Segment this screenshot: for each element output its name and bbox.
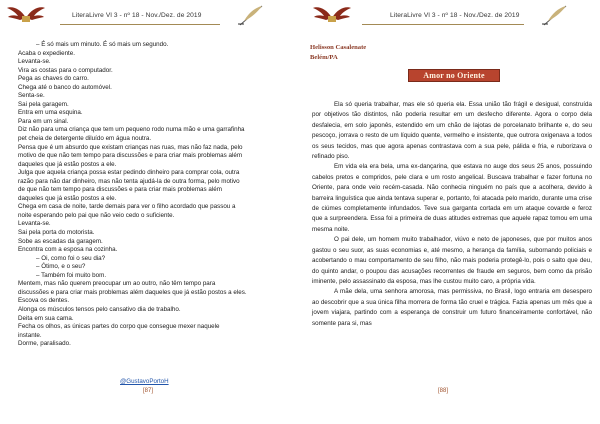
- text-line: Sai pela garagem.: [18, 100, 69, 108]
- text-line: Fecha os olhos, as únicas partes do corpo que consegue mexer naquele: [18, 323, 220, 331]
- text-line: daqueles que já estão postos a ele.: [18, 194, 117, 202]
- text-line: noite esperando pelo pai que não veio cedo o suficiente.: [18, 211, 175, 219]
- author-signature-link[interactable]: @GustavoPortoH: [120, 378, 169, 385]
- left-page-header: [0, 4, 300, 26]
- story-paragraph: O pai dele, um homem muito trabalhador, viúvo e neto de japoneses, que por muitos anos gastou o seu suor, as suas economias e, até mesmo, a herança da família, subornando policiais e acobertando o mau comportamento de seu filho, não mais poderia protegê-lo, pois o salto que deu, do quinto andar, o poupou das acusações recorrentes de fraude em seguros, bem como da prisão iminente, pelo assassinato da esposa, mas lhe custou muito caro, a própria vida.: [312, 236, 592, 285]
- text-line: de que não tem tempo para discussões e para criar mais problemas além: [18, 186, 222, 194]
- story-continuation-text: [18, 41, 283, 349]
- text-line: Alonga os músculos tensos pelo cansativo dia de trabalho.: [18, 305, 181, 313]
- text-line: – É só mais um minuto. É só mais um segundo.: [36, 41, 169, 48]
- text-line: razão para não dar dinheiro, mas não tenta ajudá-la de outra forma, pelo motivo: [18, 177, 240, 185]
- story-paragraph: A mãe dela, uma senhora amorosa, mas permissiva, no Brasil, logo entraria em desespero ao descobrir que a sua única filha morrera de forma tão cruel e trágica. Fazia apenas um mês que a jovem viajara, partindo com a esperança de construir um futuro financeiramente confortável, não somente para si, mas: [312, 288, 592, 327]
- right-page: [300, 0, 600, 424]
- text-line: Sobe as escadas da garagem.: [18, 237, 103, 245]
- text-line: Senta-se.: [18, 92, 45, 100]
- author-location: Belém/PA: [310, 54, 338, 61]
- story-paragraph: Ela só queria trabalhar, mas ele só queria ela. Essa união tão frágil e desigual, construída por objetivos tão distintos, não poderia resultar em um desfecho diferente. Agora o corpo dela desfalecia, em solo japonês, estendido em um chão de lajotas de porcelanato brilhante e, do seu pescoço, jorrava o resto de um líquido quente, vermelho e insistente, que outrora oxigenava a todos os seus tecidos, mas que agora apenas contrastava com a sua pele, pálida e fria, e ruborizava o refinado piso.: [312, 101, 592, 161]
- text-line: Julga que aquela criança possa estar pedindo dinheiro para comprar cola, outra: [18, 169, 240, 177]
- text-line: Sai pela porta do motorista.: [18, 229, 95, 237]
- header-rule: [362, 24, 524, 25]
- text-line: Diz não para uma criança que tem um pequeno rodo numa mão e uma garrafinha: [18, 126, 245, 134]
- header-title: LiteraLivre Vl 3 - nº 18 - Nov./Dez. de 2019: [72, 12, 202, 19]
- text-line: Chega em casa de noite, tarde demais para ver o filho acordado que passou a: [18, 203, 236, 211]
- quill-icon: [540, 4, 570, 26]
- page-number: [87]: [143, 388, 154, 394]
- text-line: Vira as costas para o computador.: [18, 66, 113, 74]
- text-line: – Ótimo, e o seu?: [36, 263, 86, 271]
- text-line: daqueles que já estão postos a ele.: [18, 160, 117, 168]
- text-line: Pensa que é um absurdo que existam crianças nas ruas, mas não faz nada, pelo: [18, 143, 243, 151]
- text-line: Acaba o expediente.: [18, 49, 75, 57]
- story-title-banner: [408, 69, 500, 82]
- text-line: – Também foi muito bom.: [36, 271, 107, 279]
- story-paragraph: Em vida ela era bela, uma ex-dançarina, que estava no auge dos seus 25 anos, possuindo cabelos pretos e compridos, pele clara e um rosto angelical. Buscava trabalhar e fazer fortuna no Oriente, para onde veio recém-casada. Não conhecia ninguém no país que a acolhera, devido à barreira linguística que ainda tentava superar e, portanto, foi atacada pelo marido, durante uma crise de ciúmes completamente infundados. Teve sua garganta cortada em um ataque covarde e feroz que a surpreendera. Essa foi a primeira de duas atitudes extremas que aquele rapaz tomou em uma mesma noite.: [312, 163, 592, 233]
- text-line: Chega até o banco do automóvel.: [18, 83, 112, 91]
- text-line: pet cheia de detergente diluído em água noutra.: [18, 135, 152, 143]
- text-line: Para em um sinal.: [18, 117, 69, 125]
- winged-book-icon: [312, 4, 352, 26]
- page-number: [88]: [438, 388, 449, 394]
- text-line: Dorme, paralisado.: [18, 340, 71, 348]
- author-name: Helisson Casalenate: [310, 44, 367, 51]
- header-rule: [60, 24, 220, 25]
- text-line: Deita em sua cama.: [18, 314, 74, 322]
- text-line: – Oi, como foi o seu dia?: [36, 254, 106, 262]
- story-title: Amor no Oriente: [423, 71, 485, 80]
- text-line: discussões e para criar mais problemas além daqueles que já estão postos a eles.: [18, 288, 247, 296]
- right-page-header: [300, 4, 600, 26]
- quill-icon: [236, 4, 266, 26]
- text-line: Encontra com a esposa na cozinha.: [18, 246, 118, 254]
- text-line: Escova os dentes.: [18, 297, 70, 305]
- winged-book-icon: [6, 4, 46, 26]
- text-line: Levanta-se.: [18, 220, 51, 228]
- story-body-text: [312, 100, 592, 329]
- text-line: Pega as chaves do carro.: [18, 75, 89, 83]
- text-line: Levanta-se.: [18, 58, 51, 66]
- header-title: LiteraLivre Vl 3 - nº 18 - Nov./Dez. de 2019: [390, 12, 520, 19]
- text-line: Mentem, mas não querem preocupar um ao outro, não têm tempo para: [18, 280, 216, 288]
- author-block: [310, 43, 366, 63]
- text-line: motivo de que não tem tempo para discussões e para criar mais problemas além: [18, 152, 243, 160]
- text-line: instante.: [18, 331, 42, 339]
- text-line: Entra em uma esquina.: [18, 109, 83, 117]
